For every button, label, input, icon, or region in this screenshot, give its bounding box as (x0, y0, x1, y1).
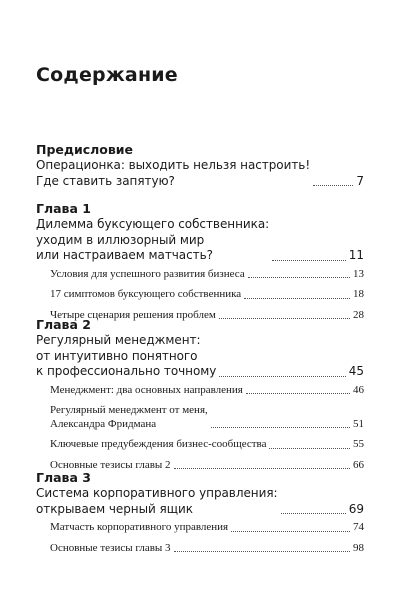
dot-leader (211, 427, 350, 428)
entry-page: 28 (353, 308, 364, 321)
toc-entry[interactable] (36, 486, 364, 517)
entry-title: Операционка: выходить нельзя настроить! Где ставить запятую? (36, 158, 311, 188)
toc-subentry[interactable] (50, 404, 364, 431)
entry-page: 46 (353, 383, 364, 396)
toc-title: Содержание (36, 64, 178, 86)
toc-subentry[interactable] (50, 288, 364, 302)
toc-section-chapter-3 (36, 470, 364, 555)
entry-page: 69 (348, 501, 364, 516)
toc-entry[interactable] (36, 158, 364, 189)
toc-section-chapter-2 (36, 317, 364, 472)
dot-leader (174, 468, 350, 469)
entry-page: 66 (353, 458, 364, 471)
section-heading: Предисловие (36, 142, 134, 157)
entry-page: 18 (353, 288, 364, 300)
entry-title: Ключевые предубеждения бизнес-сообщества (50, 438, 267, 450)
dot-leader (246, 393, 350, 394)
dot-leader (272, 260, 346, 261)
entry-title: Условия для успешного развития бизнеса (50, 267, 245, 280)
toc-subentry[interactable] (50, 438, 364, 452)
toc-subentry[interactable] (50, 384, 364, 398)
dot-leader (313, 185, 353, 186)
dot-leader (219, 376, 345, 377)
entry-title: Дилемма буксующего собственника: уходим в иллюзорный мир или настраиваем матчасть? (36, 217, 270, 262)
toc-subentry[interactable] (50, 521, 364, 535)
entry-title: Основные тезисы главы 2 (50, 458, 171, 471)
entry-page: 51 (353, 417, 364, 430)
entry-title: Менеджмент: два основных направления (50, 383, 243, 396)
toc-entry[interactable] (36, 217, 364, 264)
entry-title: Регулярный менеджмент: от интуитивно понятного к профессионально точному (36, 333, 217, 378)
dot-leader (269, 448, 350, 449)
section-heading: Глава 2 (36, 317, 91, 332)
entry-title: Основные тезисы главы 3 (50, 541, 171, 554)
entry-title: Четыре сценария решения проблем (50, 308, 216, 321)
entry-page: 98 (353, 541, 364, 554)
dot-leader (248, 277, 350, 278)
entry-page: 13 (353, 267, 364, 280)
toc-entry[interactable] (36, 333, 364, 380)
dot-leader (231, 531, 350, 532)
entry-title: 17 симптомов буксующего собственника (50, 288, 242, 300)
dot-leader (244, 298, 350, 299)
entry-page: 55 (353, 438, 364, 450)
entry-title: Матчасть корпоративного управления (50, 521, 229, 533)
entry-title: Система корпоративного управления: открываем черный ящик (36, 486, 278, 516)
toc-subentry[interactable] (50, 268, 364, 282)
section-heading: Глава 3 (36, 470, 91, 485)
entry-page: 45 (348, 364, 364, 378)
entry-page: 11 (348, 248, 364, 262)
dot-leader (174, 551, 350, 552)
entry-title: Регулярный менеджмент от меня, Александра Фридмана (50, 404, 208, 430)
toc-section-chapter-1 (36, 201, 364, 322)
section-heading: Глава 1 (36, 201, 91, 216)
toc-subentry[interactable] (50, 542, 364, 556)
toc-section-preface (36, 142, 364, 189)
entry-page: 7 (356, 173, 364, 188)
entry-page: 74 (353, 521, 364, 533)
dot-leader (281, 513, 346, 514)
